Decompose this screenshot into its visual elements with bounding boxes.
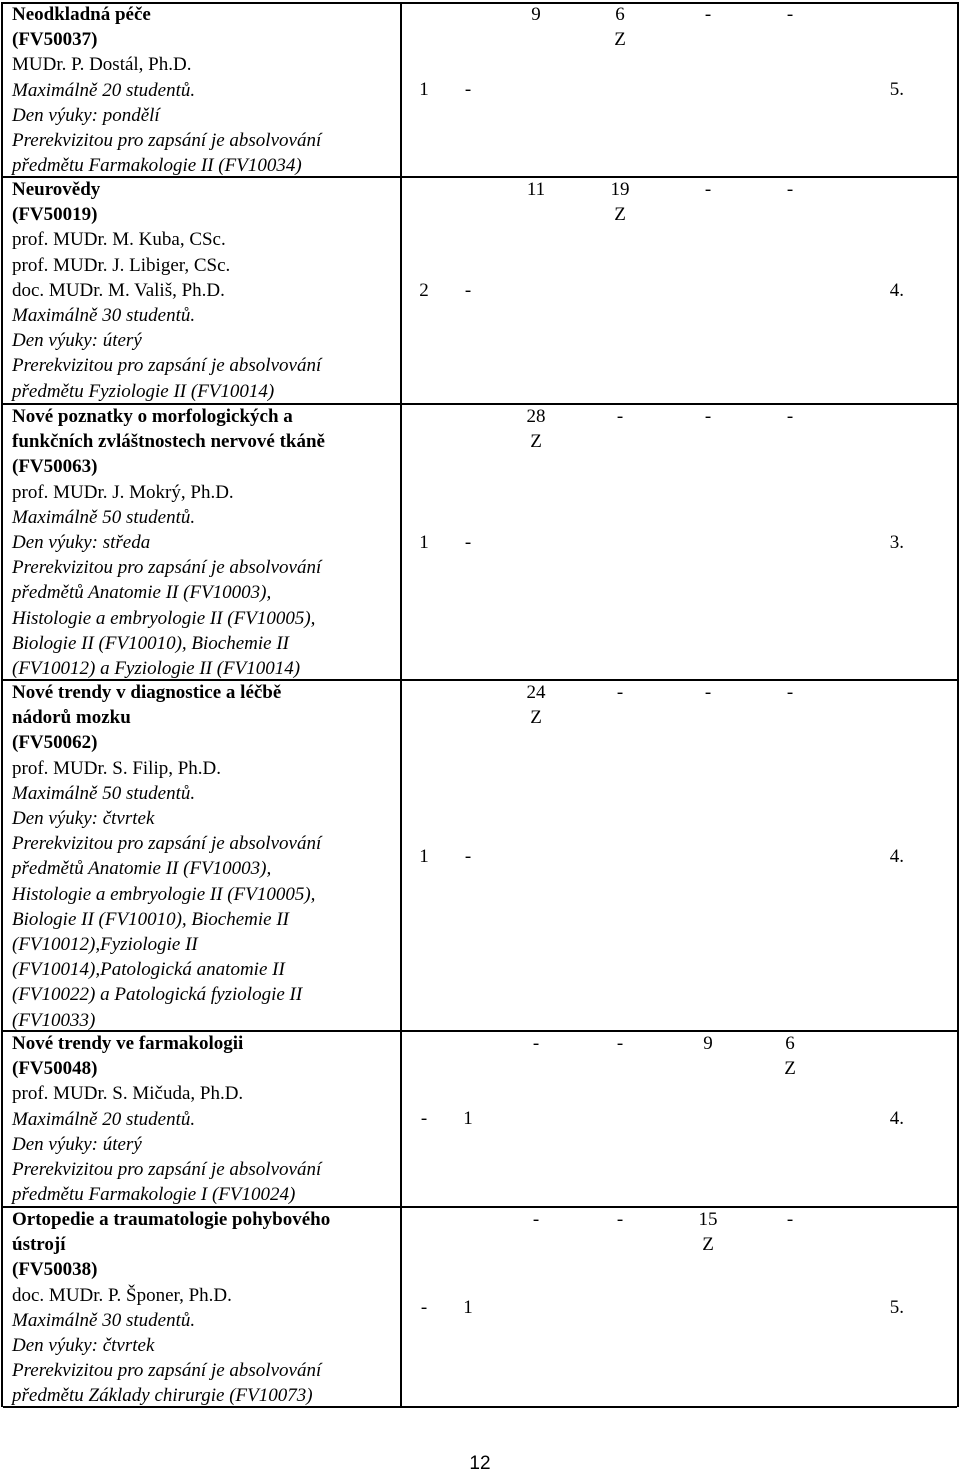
prerequisite: předmětu Fyziologie II (FV10014) [12,380,275,402]
credits-a: 1 [419,532,429,553]
prerequisite: (FV10014),Patologická anatomie II [12,959,285,981]
hours-3: 15 [698,1209,718,1230]
semester: 5. [889,79,904,100]
prerequisite: Biologie II (FV10010), Biochemie II [12,632,289,654]
course-code: (FV50062) [12,732,98,754]
capacity: Maximálně 20 studentů. [12,1108,196,1130]
course-code: (FV50048) [12,1058,98,1080]
course-name: Ortopedie a traumatologie pohybového [12,1209,331,1230]
teacher: prof. MUDr. J. Libiger, CSc. [12,254,231,276]
hours-3: - [704,179,712,200]
teacher: prof. MUDr. J. Mokrý, Ph.D. [12,481,234,503]
course-code: (FV50063) [12,456,98,478]
course-description [12,1207,397,1409]
prerequisite: Biologie II (FV10010), Biochemie II [12,908,289,930]
semester: 4. [889,280,904,301]
prerequisite: Prerekvizitou pro zapsání je absolvování [12,1159,322,1181]
capacity: Maximálně 50 studentů. [12,506,196,528]
course-description [12,2,397,178]
credits-a: 1 [419,79,429,100]
prerequisite: Prerekvizitou pro zapsání je absolvování [12,833,322,855]
capacity: Maximálně 50 studentů. [12,782,196,804]
hours-2: - [616,682,624,703]
credits-a: 1 [419,846,429,867]
capacity: Maximálně 30 studentů. [12,305,196,327]
hours-2-credit-z: Z [614,29,626,50]
hours-4: - [786,406,794,427]
course-code: (FV50038) [12,1259,98,1281]
column-divider [400,2,402,1407]
prerequisite: Prerekvizitou pro zapsání je absolvování [12,355,322,377]
course-name: Nové poznatky o morfologických a [12,406,293,427]
course-description [12,404,397,681]
hours-1: - [532,1033,540,1054]
hours-4: - [786,179,794,200]
course-name: funkčních zvláštnostech nervové tkáně [12,431,325,453]
course-description [12,1031,397,1207]
semester: 5. [889,1297,904,1318]
course-description [12,177,397,404]
hours-3: - [704,406,712,427]
table-border-left [1,2,3,1407]
hours-3: - [704,682,712,703]
hours-2: 19 [610,179,630,200]
credits-b: 1 [463,1297,473,1318]
hours-1: 11 [526,179,546,200]
course-description [12,680,397,1033]
course-name: Neodkladná péče [12,4,151,25]
credits-a: - [420,1108,428,1129]
hours-4-credit-z: Z [784,1058,796,1079]
teaching-day: Den výuky: středa [12,532,151,554]
semester: 3. [889,532,904,553]
page-number: 12 [469,1453,491,1474]
course-code: (FV50037) [12,29,98,51]
course-code: (FV50019) [12,204,98,226]
hours-4: - [786,1209,794,1230]
table-border-right [957,2,959,1407]
hours-1: - [532,1209,540,1230]
teacher: prof. MUDr. S. Mičuda, Ph.D. [12,1083,244,1105]
credits-b: 1 [463,1108,473,1129]
teacher: prof. MUDr. S. Filip, Ph.D. [12,757,222,779]
hours-4: - [786,682,794,703]
prerequisite: Prerekvizitou pro zapsání je absolvování [12,1360,322,1382]
prerequisite: (FV10022) a Patologická fyziologie II [12,984,303,1006]
hours-2: - [616,406,624,427]
course-name: Nové trendy v diagnostice a léčbě [12,682,282,703]
hours-2: 6 [615,4,625,25]
teacher: prof. MUDr. M. Kuba, CSc. [12,229,226,251]
teacher: MUDr. P. Dostál, Ph.D. [12,54,192,76]
credits-b: - [464,532,472,553]
hours-1: 9 [531,4,541,25]
prerequisite: předmětu Farmakologie I (FV10024) [12,1184,296,1206]
prerequisite: Prerekvizitou pro zapsání je absolvování [12,130,322,152]
prerequisite: Prerekvizitou pro zapsání je absolvování [12,557,322,579]
hours-2: - [616,1209,624,1230]
prerequisite: předmětu Farmakologie II (FV10034) [12,155,302,177]
hours-1: 28 [526,406,546,427]
hours-4: - [786,4,794,25]
hours-2-credit-z: Z [614,204,626,225]
teaching-day: Den výuky: čtvrtek [12,1335,155,1357]
prerequisite: Histologie a embryologie II (FV10005), [12,607,316,629]
teaching-day: Den výuky: pondělí [12,104,160,126]
capacity: Maximálně 30 studentů. [12,1309,196,1331]
prerequisite: předmětů Anatomie II (FV10003), [12,858,272,880]
course-name: ústrojí [12,1234,66,1256]
credits-b: - [464,79,472,100]
hours-3-credit-z: Z [702,1234,714,1255]
hours-1: 24 [526,682,546,703]
hours-1-credit-z: Z [530,431,542,452]
teacher: doc. MUDr. P. Šponer, Ph.D. [12,1284,232,1306]
teaching-day: Den výuky: úterý [12,1133,142,1155]
hours-2: - [616,1033,624,1054]
course-name: nádorů mozku [12,707,131,729]
hours-3: 9 [703,1033,713,1054]
semester: 4. [889,1108,904,1129]
semester: 4. [889,846,904,867]
credits-b: - [464,846,472,867]
prerequisite: předmětů Anatomie II (FV10003), [12,582,272,604]
course-name: Neurovědy [12,179,101,200]
prerequisite: (FV10012),Fyziologie II [12,934,198,956]
credits-a: - [420,1297,428,1318]
teacher: doc. MUDr. M. Vališ, Ph.D. [12,279,225,301]
hours-3: - [704,4,712,25]
hours-1-credit-z: Z [530,707,542,728]
prerequisite: Histologie a embryologie II (FV10005), [12,883,316,905]
prerequisite: předmětu Základy chirurgie (FV10073) [12,1385,313,1407]
prerequisite: (FV10033) [12,1009,96,1031]
capacity: Maximálně 20 studentů. [12,79,196,101]
hours-4: 6 [785,1033,795,1054]
credits-a: 2 [419,280,429,301]
prerequisite: (FV10012) a Fyziologie II (FV10014) [12,658,301,680]
credits-b: - [464,280,472,301]
course-name: Nové trendy ve farmakologii [12,1033,244,1054]
teaching-day: Den výuky: čtvrtek [12,808,155,830]
teaching-day: Den výuky: úterý [12,330,142,352]
